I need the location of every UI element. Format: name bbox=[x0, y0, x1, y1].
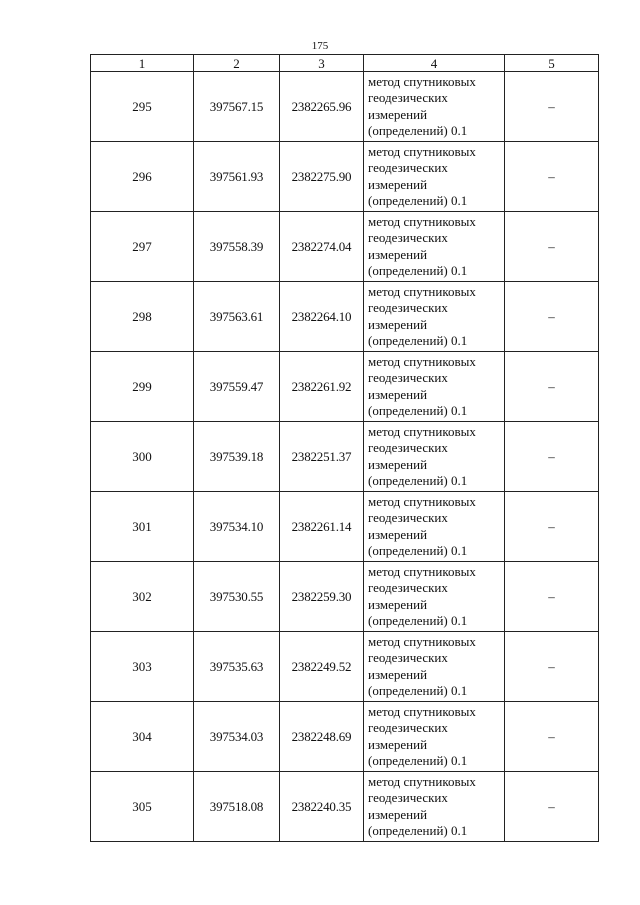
x-coordinate-cell: 397563.61 bbox=[194, 282, 280, 352]
method-cell bbox=[364, 282, 505, 352]
coordinates-table bbox=[90, 54, 599, 842]
x-coordinate-cell: 397559.47 bbox=[194, 352, 280, 422]
y-coordinate-cell: 2382240.35 bbox=[280, 772, 364, 842]
y-coordinate-cell: 2382274.04 bbox=[280, 212, 364, 282]
header-col-1: 1 bbox=[91, 55, 194, 72]
method-line: геодезических bbox=[368, 790, 448, 805]
note-cell: – bbox=[505, 562, 599, 632]
header-col-3: 3 bbox=[280, 55, 364, 72]
method-cell bbox=[364, 492, 505, 562]
method-cell bbox=[364, 632, 505, 702]
x-coordinate-cell: 397539.18 bbox=[194, 422, 280, 492]
point-number-cell: 298 bbox=[91, 282, 194, 352]
point-number-cell: 296 bbox=[91, 142, 194, 212]
header-col-4: 4 bbox=[364, 55, 505, 72]
x-coordinate-cell: 397567.15 bbox=[194, 72, 280, 142]
method-line: метод спутниковых bbox=[368, 283, 476, 299]
y-coordinate-cell: 2382261.14 bbox=[280, 492, 364, 562]
table-row bbox=[91, 212, 599, 282]
method-line: измерений bbox=[368, 806, 428, 822]
header-col-5: 5 bbox=[505, 55, 599, 72]
point-number-cell: 297 bbox=[91, 212, 194, 282]
method-line: (определений) 0.1 bbox=[368, 613, 468, 628]
method-line: геодезических bbox=[368, 370, 448, 385]
point-number-cell: 301 bbox=[91, 492, 194, 562]
point-number-cell: 304 bbox=[91, 702, 194, 772]
method-line: (определений) 0.1 bbox=[368, 333, 468, 348]
method-line: (определений) 0.1 bbox=[368, 683, 468, 698]
method-line: геодезических bbox=[368, 160, 448, 175]
x-coordinate-cell: 397558.39 bbox=[194, 212, 280, 282]
table-header-row bbox=[91, 55, 599, 72]
note-cell: – bbox=[505, 212, 599, 282]
x-coordinate-cell: 397561.93 bbox=[194, 142, 280, 212]
method-line: метод спутниковых bbox=[368, 633, 476, 649]
method-line: (определений) 0.1 bbox=[368, 823, 468, 838]
method-line: (определений) 0.1 bbox=[368, 263, 468, 278]
method-line: измерений bbox=[368, 736, 428, 752]
method-line: измерений bbox=[368, 316, 428, 332]
y-coordinate-cell: 2382259.30 bbox=[280, 562, 364, 632]
point-number-cell: 303 bbox=[91, 632, 194, 702]
method-cell bbox=[364, 72, 505, 142]
point-number-cell: 300 bbox=[91, 422, 194, 492]
table-row bbox=[91, 142, 599, 212]
note-cell: – bbox=[505, 142, 599, 212]
method-line: измерений bbox=[368, 106, 428, 122]
method-line: измерений bbox=[368, 176, 428, 192]
method-line: геодезических bbox=[368, 580, 448, 595]
point-number-cell: 302 bbox=[91, 562, 194, 632]
method-line: измерений bbox=[368, 386, 428, 402]
method-line: геодезических bbox=[368, 720, 448, 735]
method-line: (определений) 0.1 bbox=[368, 193, 468, 208]
table-row bbox=[91, 422, 599, 492]
table-row bbox=[91, 632, 599, 702]
table-row bbox=[91, 352, 599, 422]
method-cell bbox=[364, 422, 505, 492]
method-line: измерений bbox=[368, 666, 428, 682]
y-coordinate-cell: 2382251.37 bbox=[280, 422, 364, 492]
y-coordinate-cell: 2382261.92 bbox=[280, 352, 364, 422]
y-coordinate-cell: 2382264.10 bbox=[280, 282, 364, 352]
note-cell: – bbox=[505, 352, 599, 422]
table-row bbox=[91, 492, 599, 562]
y-coordinate-cell: 2382275.90 bbox=[280, 142, 364, 212]
method-line: метод спутниковых bbox=[368, 423, 476, 439]
note-cell: – bbox=[505, 282, 599, 352]
x-coordinate-cell: 397534.03 bbox=[194, 702, 280, 772]
method-line: измерений bbox=[368, 246, 428, 262]
method-line: (определений) 0.1 bbox=[368, 753, 468, 768]
method-line: измерений bbox=[368, 596, 428, 612]
method-line: геодезических bbox=[368, 300, 448, 315]
note-cell: – bbox=[505, 72, 599, 142]
method-cell bbox=[364, 562, 505, 632]
point-number-cell: 299 bbox=[91, 352, 194, 422]
method-cell bbox=[364, 702, 505, 772]
method-line: метод спутниковых bbox=[368, 353, 476, 369]
table-row bbox=[91, 282, 599, 352]
note-cell: – bbox=[505, 492, 599, 562]
header-col-2: 2 bbox=[194, 55, 280, 72]
method-line: (определений) 0.1 bbox=[368, 473, 468, 488]
method-line: геодезических bbox=[368, 650, 448, 665]
method-line: (определений) 0.1 bbox=[368, 543, 468, 558]
method-line: геодезических bbox=[368, 440, 448, 455]
method-line: измерений bbox=[368, 526, 428, 542]
method-line: метод спутниковых bbox=[368, 73, 476, 89]
point-number-cell: 295 bbox=[91, 72, 194, 142]
table-body bbox=[91, 72, 599, 842]
note-cell: – bbox=[505, 632, 599, 702]
x-coordinate-cell: 397535.63 bbox=[194, 632, 280, 702]
method-line: метод спутниковых bbox=[368, 563, 476, 579]
method-line: геодезических bbox=[368, 230, 448, 245]
table-row bbox=[91, 772, 599, 842]
x-coordinate-cell: 397518.08 bbox=[194, 772, 280, 842]
table-row bbox=[91, 72, 599, 142]
y-coordinate-cell: 2382265.96 bbox=[280, 72, 364, 142]
table-row bbox=[91, 702, 599, 772]
method-line: метод спутниковых bbox=[368, 703, 476, 719]
y-coordinate-cell: 2382249.52 bbox=[280, 632, 364, 702]
method-line: (определений) 0.1 bbox=[368, 123, 468, 138]
note-cell: – bbox=[505, 772, 599, 842]
method-line: метод спутниковых bbox=[368, 773, 476, 789]
y-coordinate-cell: 2382248.69 bbox=[280, 702, 364, 772]
method-line: геодезических bbox=[368, 90, 448, 105]
method-cell bbox=[364, 772, 505, 842]
x-coordinate-cell: 397530.55 bbox=[194, 562, 280, 632]
method-line: метод спутниковых bbox=[368, 143, 476, 159]
method-cell bbox=[364, 142, 505, 212]
point-number-cell: 305 bbox=[91, 772, 194, 842]
method-cell bbox=[364, 212, 505, 282]
method-line: метод спутниковых bbox=[368, 213, 476, 229]
note-cell: – bbox=[505, 702, 599, 772]
page-number: 175 bbox=[311, 40, 329, 52]
method-line: измерений bbox=[368, 456, 428, 472]
x-coordinate-cell: 397534.10 bbox=[194, 492, 280, 562]
method-line: (определений) 0.1 bbox=[368, 403, 468, 418]
method-line: метод спутниковых bbox=[368, 493, 476, 509]
method-line: геодезических bbox=[368, 510, 448, 525]
note-cell: – bbox=[505, 422, 599, 492]
method-cell bbox=[364, 352, 505, 422]
table-row bbox=[91, 562, 599, 632]
